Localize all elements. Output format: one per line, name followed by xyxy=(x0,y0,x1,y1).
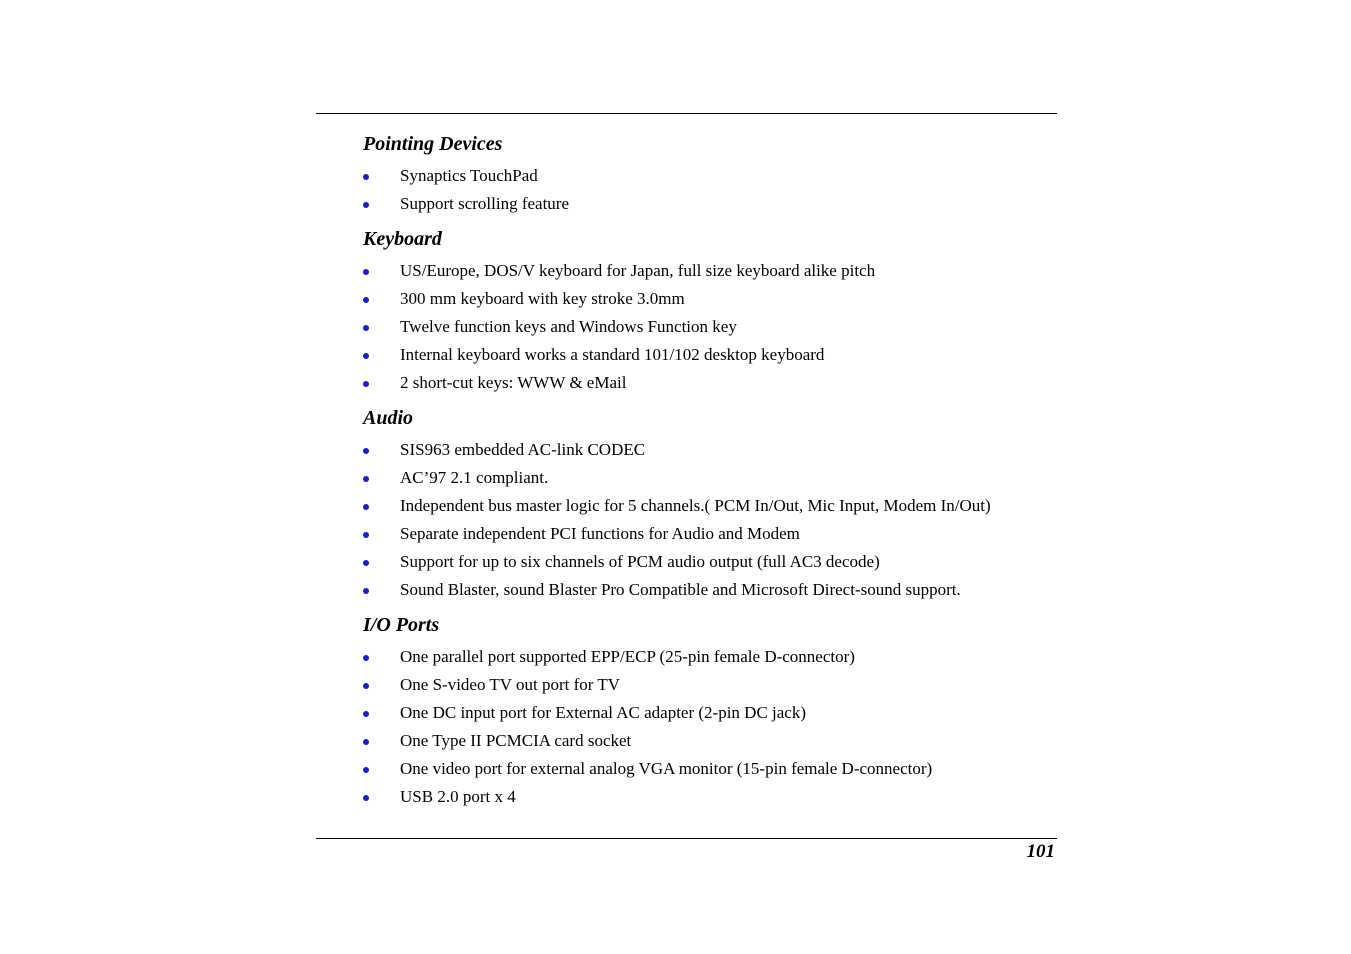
bullet-icon xyxy=(363,448,369,454)
bullet-icon xyxy=(363,588,369,594)
bullet-icon xyxy=(363,767,369,773)
bullet-icon xyxy=(363,683,369,689)
bullet-icon xyxy=(363,202,369,208)
bullet-icon xyxy=(363,655,369,661)
bullet-list xyxy=(363,436,1063,604)
bullet-icon xyxy=(363,353,369,359)
bullet-icon xyxy=(363,795,369,801)
list-item-text: 300 mm keyboard with key stroke 3.0mm xyxy=(400,289,685,308)
bullet-icon xyxy=(363,297,369,303)
bullet-icon xyxy=(363,476,369,482)
section-audio xyxy=(363,403,1063,604)
list-item xyxy=(363,755,1063,783)
list-item xyxy=(363,783,1063,811)
list-item-text: One S-video TV out port for TV xyxy=(400,675,621,694)
list-item xyxy=(363,162,1063,190)
list-item-text: Separate independent PCI functions for Audio and Modem xyxy=(400,524,800,543)
list-item-text: One Type II PCMCIA card socket xyxy=(400,731,632,750)
bullet-icon xyxy=(363,504,369,510)
list-item-text: USB 2.0 port x 4 xyxy=(400,787,516,806)
spec-content xyxy=(363,129,1063,817)
section-pointing-devices xyxy=(363,129,1063,218)
list-item xyxy=(363,190,1063,218)
bullet-icon xyxy=(363,325,369,331)
bullet-icon xyxy=(363,532,369,538)
list-item xyxy=(363,436,1063,464)
list-item xyxy=(363,369,1063,397)
list-item xyxy=(363,548,1063,576)
bullet-icon xyxy=(363,174,369,180)
bullet-list xyxy=(363,257,1063,397)
list-item-text: Twelve function keys and Windows Function key xyxy=(400,317,737,336)
list-item xyxy=(363,671,1063,699)
list-item-text: Independent bus master logic for 5 channels.( PCM In/Out, Mic Input, Modem In/Out) xyxy=(400,496,991,515)
list-item xyxy=(363,727,1063,755)
list-item xyxy=(363,313,1063,341)
footer-rule xyxy=(316,838,1057,839)
bullet-list xyxy=(363,162,1063,218)
bullet-icon xyxy=(363,381,369,387)
list-item-text: One video port for external analog VGA monitor (15-pin female D-connector) xyxy=(400,759,933,778)
bullet-list xyxy=(363,643,1063,811)
list-item xyxy=(363,520,1063,548)
list-item-text: One DC input port for External AC adapter (2-pin DC jack) xyxy=(400,703,807,722)
list-item xyxy=(363,643,1063,671)
list-item xyxy=(363,699,1063,727)
list-item xyxy=(363,257,1063,285)
list-item-text: One parallel port supported EPP/ECP (25-pin female D-connector) xyxy=(400,647,855,666)
page-number: 101 xyxy=(1026,841,1055,862)
list-item-text: 2 short-cut keys: WWW & eMail xyxy=(400,373,627,392)
list-item-text: Support for up to six channels of PCM audio output (full AC3 decode) xyxy=(400,552,880,571)
header-rule xyxy=(316,113,1057,114)
section-heading: Pointing Devices xyxy=(363,133,503,155)
list-item xyxy=(363,576,1063,604)
section-heading: I/O Ports xyxy=(363,614,440,636)
bullet-icon xyxy=(363,739,369,745)
section-heading: Keyboard xyxy=(363,228,442,250)
list-item-text: US/Europe, DOS/V keyboard for Japan, full size keyboard alike pitch xyxy=(400,261,876,280)
list-item xyxy=(363,285,1063,313)
bullet-icon xyxy=(363,711,369,717)
list-item-text: SIS963 embedded AC-link CODEC xyxy=(400,440,646,459)
list-item xyxy=(363,341,1063,369)
list-item-text: AC’97 2.1 compliant. xyxy=(400,468,549,487)
list-item xyxy=(363,492,1063,520)
list-item-text: Internal keyboard works a standard 101/102 desktop keyboard xyxy=(400,345,825,364)
list-item-text: Sound Blaster, sound Blaster Pro Compatible and Microsoft Direct-sound support. xyxy=(400,580,961,599)
list-item xyxy=(363,464,1063,492)
list-item-text: Synaptics TouchPad xyxy=(400,166,538,185)
bullet-icon xyxy=(363,269,369,275)
section-io-ports xyxy=(363,610,1063,811)
section-heading: Audio xyxy=(363,407,414,429)
bullet-icon xyxy=(363,560,369,566)
section-keyboard xyxy=(363,224,1063,397)
list-item-text: Support scrolling feature xyxy=(400,194,570,213)
